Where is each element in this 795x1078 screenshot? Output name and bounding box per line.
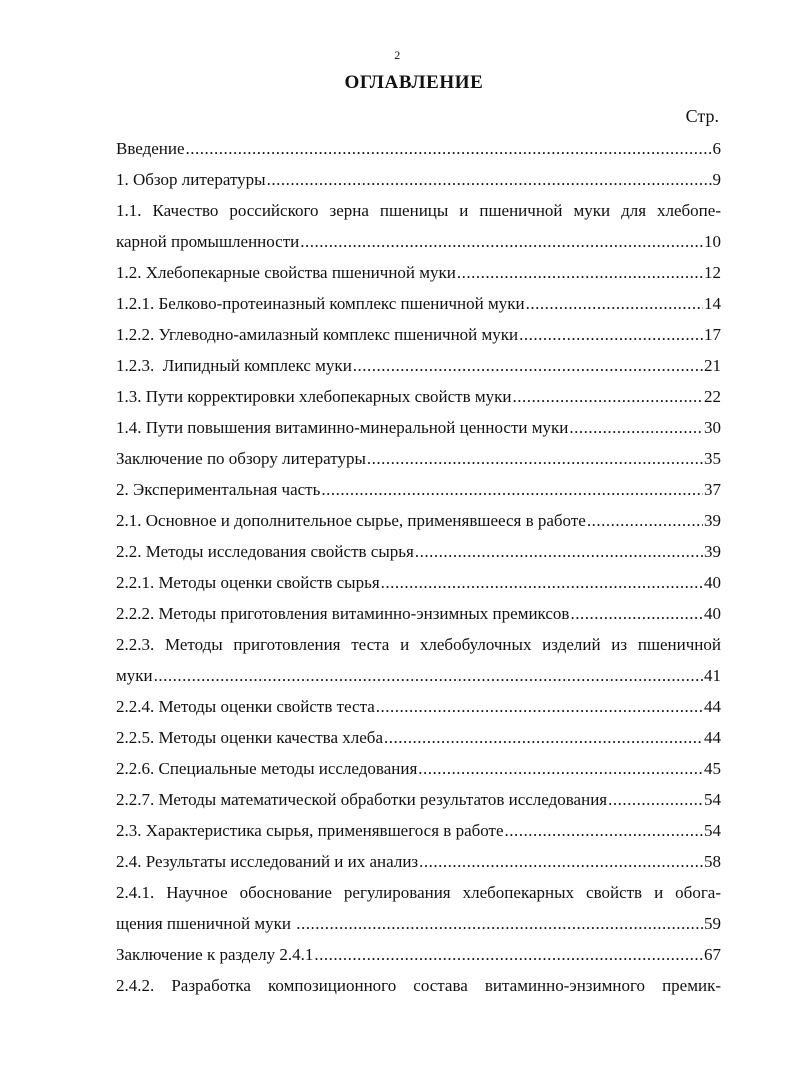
toc-entry-page: 40 [704, 573, 721, 592]
toc-leader-dots [569, 412, 703, 443]
toc-entry-page: 44 [704, 697, 721, 716]
toc-leader-dots [519, 319, 703, 350]
page-number: 2 [394, 48, 401, 62]
toc-entry-page: 54 [704, 821, 721, 840]
toc-leader-dots [300, 226, 703, 257]
toc-entry[interactable] [116, 505, 721, 536]
toc-entry-page: 10 [704, 232, 721, 251]
toc-leader-dots [321, 474, 703, 505]
toc-leader-dots [419, 846, 703, 877]
toc-leader-dots [608, 784, 703, 815]
toc-entry[interactable] [116, 133, 721, 164]
toc-entry-title: 2.1. Основное и дополнительное сырье, применявшееся в работе [116, 511, 586, 530]
toc-entry-title: 1.3. Пути корректировки хлебопекарных свойств муки [116, 387, 512, 406]
toc-entry[interactable] [116, 939, 721, 970]
toc-entry-title: муки [116, 666, 153, 685]
toc-entry[interactable] [116, 598, 721, 629]
toc-entry[interactable] [116, 381, 721, 412]
toc-entry-title: 1.2.1. Белково-протеиназный комплекс пшеничной муки [116, 294, 525, 313]
toc-entry[interactable] [116, 412, 721, 443]
toc-entry-line: 2.4.2. Разработка композиционного состава витаминно-энзимного премик- [116, 976, 721, 995]
toc-entry-title: 2.2.4. Методы оценки свойств теста [116, 697, 375, 716]
toc-entry[interactable] [116, 474, 721, 505]
toc-entry-line: 2.4.1. Научное обоснование регулирования хлебопекарных свойств и обога- [116, 883, 721, 902]
toc-entry[interactable] [116, 567, 721, 598]
page-column-header: Стр. [685, 106, 719, 126]
toc-entry[interactable] [116, 846, 721, 877]
toc-leader-dots [381, 567, 703, 598]
toc-entry[interactable] [116, 536, 721, 567]
table-of-contents [116, 133, 721, 1001]
toc-entry-title: 1.4. Пути повышения витаминно-минеральной ценности муки [116, 418, 569, 437]
toc-entry-page: 17 [704, 325, 721, 344]
toc-entry[interactable] [116, 257, 721, 288]
toc-entry-title: 2. Экспериментальная часть [116, 480, 321, 499]
toc-entry-title: 2.2.2. Методы приготовления витаминно-энзимных премиксов [116, 604, 570, 623]
toc-leader-dots [353, 350, 703, 381]
toc-leader-dots [570, 598, 703, 629]
toc-entry[interactable] [116, 815, 721, 846]
page-title: ОГЛАВЛЕНИЕ [344, 72, 484, 93]
toc-entry-page: 40 [704, 604, 721, 623]
toc-leader-dots [415, 536, 703, 567]
toc-entry-page: 12 [704, 263, 721, 282]
toc-entry-page: 39 [704, 542, 721, 561]
toc-entry-page: 39 [704, 511, 721, 530]
toc-entry[interactable] [116, 908, 721, 939]
toc-entry-page: 14 [704, 294, 721, 313]
toc-leader-dots [154, 660, 703, 691]
toc-entry-title: 2.2. Методы исследования свойств сырья [116, 542, 414, 561]
toc-entry-title: 1.2.3. Липидный комплекс муки [116, 356, 352, 375]
toc-leader-dots [367, 443, 703, 474]
toc-leader-dots [384, 722, 703, 753]
toc-entry-title: карной промышленности [116, 232, 300, 251]
toc-leader-dots [513, 381, 704, 412]
toc-entry-page: 37 [704, 480, 721, 499]
toc-leader-dots [505, 815, 703, 846]
toc-leader-dots [314, 939, 703, 970]
toc-entry-page: 59 [704, 914, 721, 933]
toc-entry[interactable] [116, 350, 721, 381]
toc-entry[interactable] [116, 288, 721, 319]
toc-entry-page: 9 [712, 170, 721, 189]
toc-entry-title: щения пшеничной муки [116, 914, 296, 933]
toc-entry-line: 2.2.3. Методы приготовления теста и хлебобулочных изделий из пшеничной [116, 635, 721, 654]
toc-entry-page: 22 [704, 387, 721, 406]
toc-entry-page: 41 [704, 666, 721, 685]
toc-entry-title: 2.2.1. Методы оценки свойств сырья [116, 573, 380, 592]
toc-leader-dots [376, 691, 703, 722]
toc-entry-title: 1. Обзор литературы [116, 170, 266, 189]
toc-entry-page: 58 [704, 852, 721, 871]
toc-leader-dots [186, 133, 712, 164]
toc-entry[interactable] [116, 784, 721, 815]
toc-entry-page: 44 [704, 728, 721, 747]
toc-entry-title: Введение [116, 139, 185, 158]
toc-entry-title: 2.2.7. Методы математической обработки результатов исследования [116, 790, 608, 809]
toc-entry[interactable] [116, 226, 721, 257]
toc-entry-title: 1.2. Хлебопекарные свойства пшеничной муки [116, 263, 456, 282]
toc-leader-dots [587, 505, 703, 536]
toc-entry-page: 67 [704, 945, 721, 964]
toc-entry-title: Заключение по обзору литературы [116, 449, 366, 468]
toc-entry-page: 45 [704, 759, 721, 778]
toc-entry-title: 1.2.2. Углеводно-амилазный комплекс пшеничной муки [116, 325, 519, 344]
toc-leader-dots [267, 164, 712, 195]
toc-entry-page: 30 [704, 418, 721, 437]
toc-entry-page: 35 [704, 449, 721, 468]
toc-entry-title: 2.4. Результаты исследований и их анализ [116, 852, 419, 871]
toc-leader-dots [296, 908, 703, 939]
toc-entry-title: 2.2.5. Методы оценки качества хлеба [116, 728, 384, 747]
toc-entry[interactable] [116, 753, 721, 784]
toc-entry[interactable] [116, 164, 721, 195]
toc-entry[interactable] [116, 691, 721, 722]
toc-entry-page: 21 [704, 356, 721, 375]
toc-leader-dots [457, 257, 703, 288]
toc-entry-page: 6 [712, 139, 721, 158]
toc-entry[interactable] [116, 722, 721, 753]
toc-leader-dots [526, 288, 703, 319]
toc-entry-line: 1.1. Качество российского зерна пшеницы и пшеничной муки для хлебопе- [116, 201, 721, 220]
toc-leader-dots [418, 753, 703, 784]
toc-entry-title: 2.3. Характеристика сырья, применявшегося в работе [116, 821, 504, 840]
toc-entry-title: Заключение к разделу 2.4.1 [116, 945, 314, 964]
toc-entry[interactable] [116, 443, 721, 474]
toc-entry[interactable] [116, 660, 721, 691]
toc-entry[interactable] [116, 319, 721, 350]
toc-entry-title: 2.2.6. Специальные методы исследования [116, 759, 418, 778]
toc-entry-page: 54 [704, 790, 721, 809]
